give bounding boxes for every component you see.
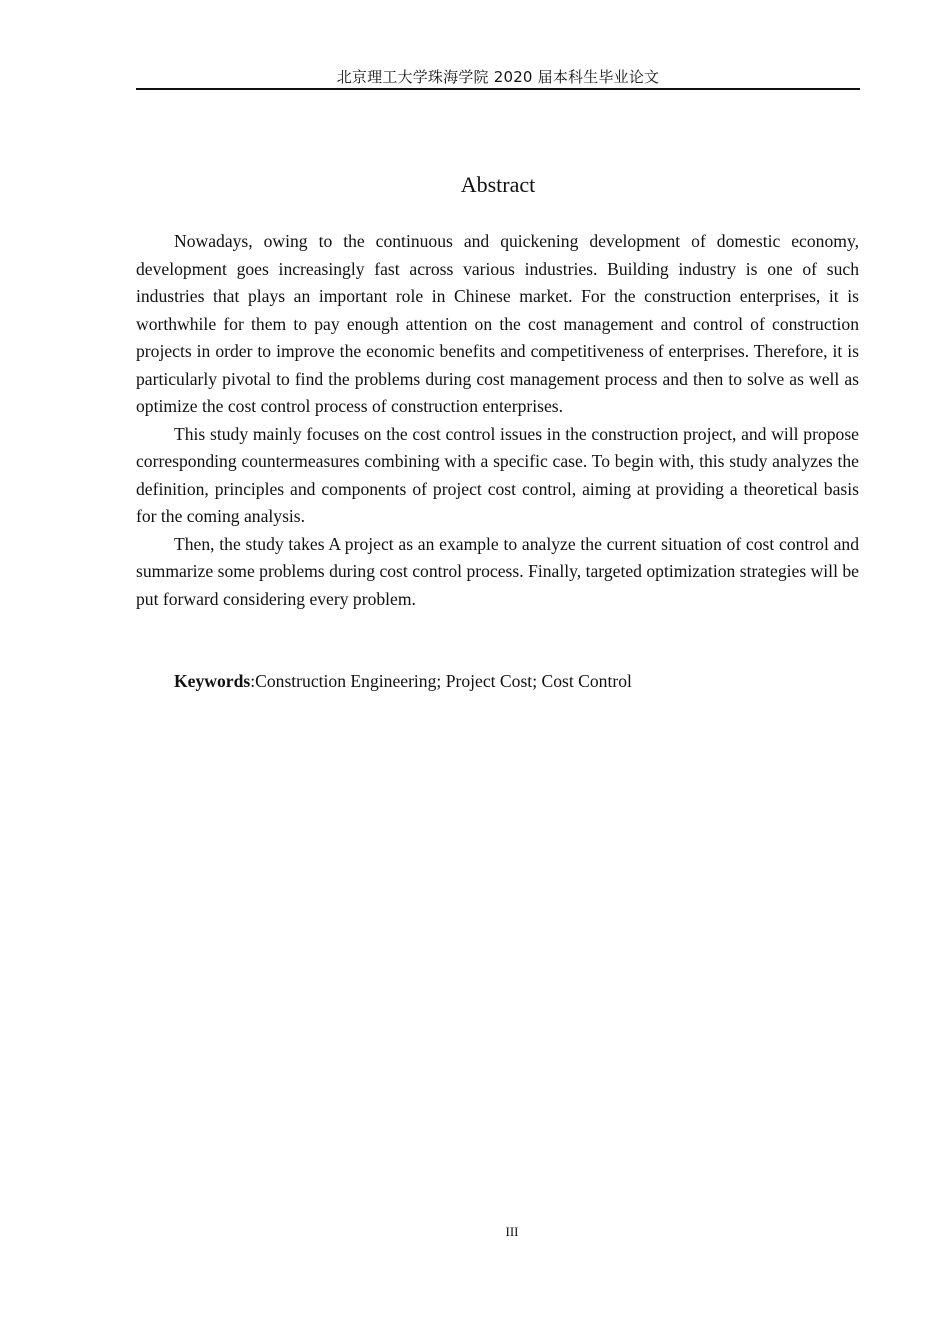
abstract-body: [136, 228, 859, 613]
running-header: [136, 66, 860, 90]
abstract-paragraph-2: This study mainly focuses on the cost control issues in the construction project, and will propose corresponding countermeasures combining with a specific case. To begin with, this study analyzes the definition, principles and components of project cost control, aiming at providing a theoretical basis for the coming analysis.: [136, 423, 859, 526]
keywords-text: :Construction Engineering; Project Cost; Cost Control: [250, 671, 632, 691]
keywords-line: [174, 668, 860, 695]
keywords-label: Keywords: [174, 671, 251, 691]
page-number: III: [505, 1224, 519, 1239]
abstract-paragraph-1: Nowadays, owing to the continuous and quickening development of domestic economy, development goes increasingly fast across various industries. Building industry is one of such industries that plays an important role in Chinese market. For the construction enterprises, it is worthwhile for them to pay enough attention on the cost management and control of construction projects in order to improve the economic benefits and competitiveness of enterprises. Therefore, it is particularly pivotal to find the problems during cost management process and then to solve as well as optimize the cost control process of construction enterprises.: [136, 231, 859, 416]
running-header-title: 北京理工大学珠海学院 2020 届本科生毕业论文: [336, 68, 660, 86]
abstract-heading: Abstract: [460, 172, 536, 197]
abstract-paragraph-3: Then, the study takes A project as an example to analyze the current situation of cost control and summarize some problems during cost control process. Finally, targeted optimization strategies will be put forward considering every problem.: [136, 533, 859, 609]
